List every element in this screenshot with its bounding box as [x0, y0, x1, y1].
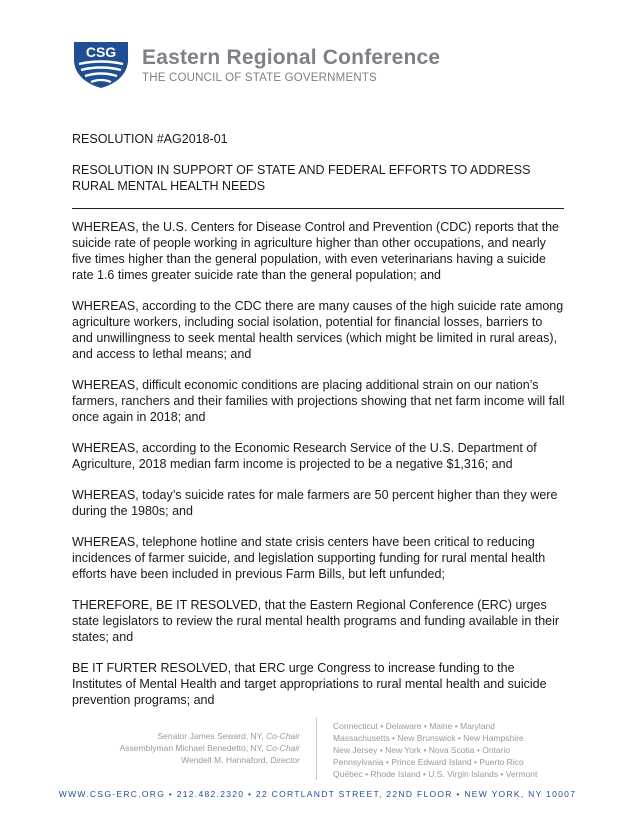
paragraph: WHEREAS, according to the Economic Research Service of the U.S. Department of Agriculture, 2018 median farm income is projected to be a negative $1,316; and: [72, 441, 537, 471]
member-line: Connecticut • Delaware • Maine • Maryland: [333, 721, 495, 731]
paragraph: WHEREAS, today’s suicide rates for male farmers are 50 percent higher than they were during the 1980s; and: [72, 488, 558, 518]
org-subtitle: THE COUNCIL OF STATE GOVERNMENTS: [142, 72, 377, 84]
member-line: Pennsylvania • Prince Edward Island • Puerto Rico: [333, 757, 524, 767]
resolution-number: RESOLUTION #AG2018-01: [72, 132, 228, 146]
officer-line: Wendell M. Hannaford, Director: [181, 755, 300, 765]
officer-line: Senator James Seward, NY, Co-Chair: [157, 731, 300, 741]
footer-divider: [316, 718, 317, 780]
paragraph: THEREFORE, BE IT RESOLVED, that the Eastern Regional Conference (ERC) urges state legislators to review the rural mental health programs and funding available in their states; and: [72, 598, 560, 644]
paragraph: BE IT FURTER RESOLVED, that ERC urge Congress to increase funding to the Institutes of Mental Health and target appropriations to rural mental health and suicide prevention programs; and: [72, 661, 547, 707]
resolution-body: [72, 219, 566, 723]
paragraph: WHEREAS, difficult economic conditions are placing additional strain on our nation’s farmers, ranchers and their families with projections showing that net farm income will fall once again in 2018; and: [72, 378, 565, 424]
resolution-title: RESOLUTION IN SUPPORT OF STATE AND FEDERAL EFFORTS TO ADDRESS RURAL MENTAL HEALTH NEEDS: [72, 163, 531, 193]
officer-line: Assemblyman Michael Benedetto, NY, Co-Chair: [119, 743, 300, 753]
org-name: Eastern Regional Conference: [142, 46, 441, 69]
logo-text: CSG: [85, 44, 117, 60]
member-line: Massachusetts • New Brunswick • New Hampshire: [333, 733, 524, 743]
officers-list: [60, 730, 300, 766]
paragraph: WHEREAS, telephone hotline and state crisis centers have been critical to reducing incidences of farmer suicide, and legislation supporting funding for rural mental health efforts have been included in previous Farm Bills, but left unfunded;: [72, 535, 546, 581]
paragraph: WHEREAS, according to the CDC there are many causes of the high suicide rate among agriculture workers, including social isolation, potential for financial losses, barriers to and unwillingness to seek mental health services (which might be limited in rural areas), and access to lethal means; and: [72, 299, 564, 361]
member-line: Québec • Rhode Island • U.S. Virgin Islands • Vermont: [333, 769, 538, 779]
member-jurisdictions: [333, 720, 573, 780]
paragraph: WHEREAS, the U.S. Centers for Disease Control and Prevention (CDC) reports that the suicide rate of people working in agriculture higher than other occupations, and nearly five times higher than the general population, with even veterinarians having a suicide rate 1.6 times greater suicide rate than the general population; and: [72, 220, 559, 282]
member-line: New Jersey • New York • Nova Scotia • Ontario: [333, 745, 511, 755]
title-divider: [72, 208, 564, 209]
csg-logo: [70, 40, 132, 90]
contact-line: WWW.CSG-ERC.ORG • 212.482.2320 • 22 CORTLANDT STREET, 22ND FLOOR • NEW YORK, NY 10007: [58, 789, 577, 799]
